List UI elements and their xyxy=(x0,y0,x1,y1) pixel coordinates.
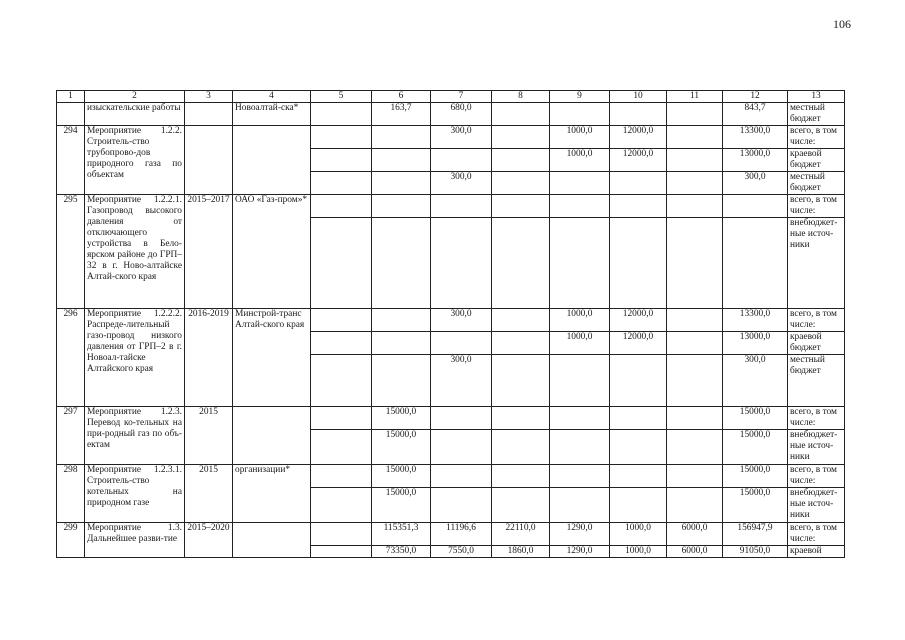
value-cell xyxy=(610,488,667,523)
activity-name: Мероприятие 1.2.2.1. Газопровод высокого давления от отключающего устройства в Бело-ярском районе до ГРП–32 в г. Ново-алтайске Алтай-ского края xyxy=(85,195,185,309)
funding-source: краевой бюджет xyxy=(788,149,845,172)
total-cell: 300,0 xyxy=(723,355,788,407)
column-header: 8 xyxy=(492,91,550,103)
funding-source: внебюджет-ные источ-ники xyxy=(788,430,845,465)
value-cell xyxy=(667,465,723,488)
years-cell: 2015 xyxy=(185,465,233,523)
value-cell xyxy=(492,172,550,195)
executor-cell: ОАО «Газ-пром»* xyxy=(233,195,311,309)
value-cell: 300,0 xyxy=(431,126,492,149)
row-number: 295 xyxy=(57,195,85,309)
table-row xyxy=(57,309,845,332)
activity-name: Мероприятие 1.3. Дальнейшее разви-тие xyxy=(85,523,185,558)
value-cell: 1000,0 xyxy=(610,546,667,558)
value-cell xyxy=(550,465,610,488)
column-header: 12 xyxy=(723,91,788,103)
value-cell xyxy=(667,172,723,195)
value-cell xyxy=(667,126,723,149)
table-row xyxy=(57,465,845,488)
value-cell xyxy=(492,103,550,126)
value-cell xyxy=(372,126,431,149)
value-cell xyxy=(311,546,372,558)
value-cell xyxy=(431,149,492,172)
value-cell: 15000,0 xyxy=(372,488,431,523)
value-cell: 680,0 xyxy=(431,103,492,126)
value-cell xyxy=(492,488,550,523)
total-cell: 300,0 xyxy=(723,172,788,195)
table-row xyxy=(57,407,845,430)
value-cell: 300,0 xyxy=(431,172,492,195)
value-cell xyxy=(492,218,550,309)
years-cell: 2015 xyxy=(185,407,233,465)
value-cell: 7550,0 xyxy=(431,546,492,558)
total-cell: 15000,0 xyxy=(723,488,788,523)
value-cell xyxy=(431,407,492,430)
funding-source: всего, в том числе: xyxy=(788,465,845,488)
value-cell: 1000,0 xyxy=(550,332,610,355)
value-cell xyxy=(492,332,550,355)
column-header: 5 xyxy=(311,91,372,103)
total-cell: 15000,0 xyxy=(723,430,788,465)
value-cell xyxy=(667,488,723,523)
value-cell: 22110,0 xyxy=(492,523,550,546)
value-cell: 15000,0 xyxy=(372,407,431,430)
value-cell xyxy=(550,195,610,218)
total-cell: 13300,0 xyxy=(723,126,788,149)
total-cell: 13000,0 xyxy=(723,149,788,172)
value-cell xyxy=(311,126,372,149)
value-cell xyxy=(667,407,723,430)
value-cell xyxy=(550,488,610,523)
value-cell: 1000,0 xyxy=(550,149,610,172)
value-cell: 15000,0 xyxy=(372,430,431,465)
value-cell xyxy=(610,465,667,488)
value-cell xyxy=(550,103,610,126)
column-header: 11 xyxy=(667,91,723,103)
value-cell xyxy=(550,430,610,465)
value-cell xyxy=(492,430,550,465)
value-cell xyxy=(667,149,723,172)
value-cell xyxy=(667,332,723,355)
value-cell: 12000,0 xyxy=(610,149,667,172)
value-cell xyxy=(311,332,372,355)
executor-cell: Минстрой-транс Алтай-ского края xyxy=(233,309,311,407)
total-cell xyxy=(723,218,788,309)
value-cell xyxy=(550,172,610,195)
row-number: 298 xyxy=(57,465,85,523)
value-cell xyxy=(311,172,372,195)
value-cell xyxy=(492,126,550,149)
value-cell xyxy=(311,523,372,546)
value-cell xyxy=(610,407,667,430)
value-cell xyxy=(610,195,667,218)
table-row xyxy=(57,195,845,218)
table-row xyxy=(57,103,845,126)
value-cell xyxy=(667,309,723,332)
column-header: 10 xyxy=(610,91,667,103)
value-cell: 115351,3 xyxy=(372,523,431,546)
value-cell xyxy=(311,149,372,172)
value-cell: 12000,0 xyxy=(610,126,667,149)
column-header: 4 xyxy=(233,91,311,103)
value-cell: 1290,0 xyxy=(550,546,610,558)
value-cell: 6000,0 xyxy=(667,546,723,558)
value-cell xyxy=(311,309,372,332)
funding-source: местный бюджет xyxy=(788,103,845,126)
value-cell xyxy=(492,407,550,430)
value-cell: 1000,0 xyxy=(550,309,610,332)
activity-name: Мероприятие 1.2.3.1. Строитель-ство котельных на природном газе xyxy=(85,465,185,523)
total-cell: 843,7 xyxy=(723,103,788,126)
table-row xyxy=(57,126,845,149)
value-cell xyxy=(492,309,550,332)
column-header: 6 xyxy=(372,91,431,103)
value-cell: 1000,0 xyxy=(610,523,667,546)
value-cell: 300,0 xyxy=(431,309,492,332)
value-cell xyxy=(610,172,667,195)
value-cell xyxy=(311,430,372,465)
value-cell xyxy=(550,218,610,309)
row-number: 294 xyxy=(57,126,85,195)
years-cell xyxy=(185,126,233,195)
funding-source: всего, в том числе: xyxy=(788,195,845,218)
activity-name: Мероприятие 1.2.3. Перевод ко-тельных на при-родный газ по объ-ектам xyxy=(85,407,185,465)
value-cell xyxy=(372,332,431,355)
value-cell xyxy=(667,195,723,218)
total-cell xyxy=(723,195,788,218)
executor-cell xyxy=(233,126,311,195)
value-cell xyxy=(667,355,723,407)
value-cell: 15000,0 xyxy=(372,465,431,488)
funding-source: местный бюджет xyxy=(788,355,845,407)
value-cell xyxy=(431,332,492,355)
value-cell xyxy=(311,488,372,523)
value-cell xyxy=(372,195,431,218)
table-header-row xyxy=(57,91,845,103)
executor-cell: Новоалтай-ска* xyxy=(233,103,311,126)
column-header: 13 xyxy=(788,91,845,103)
value-cell xyxy=(372,355,431,407)
value-cell: 1290,0 xyxy=(550,523,610,546)
total-cell: 15000,0 xyxy=(723,407,788,430)
value-cell xyxy=(431,195,492,218)
value-cell: 11196,6 xyxy=(431,523,492,546)
years-cell: 2016-2019 xyxy=(185,309,233,407)
funding-source: всего, в том числе: xyxy=(788,126,845,149)
value-cell xyxy=(311,355,372,407)
total-cell: 13300,0 xyxy=(723,309,788,332)
value-cell xyxy=(311,407,372,430)
funding-source: краевой бюджет xyxy=(788,332,845,355)
row-number: 296 xyxy=(57,309,85,407)
value-cell xyxy=(372,218,431,309)
value-cell: 163,7 xyxy=(372,103,431,126)
value-cell xyxy=(667,103,723,126)
years-cell xyxy=(185,103,233,126)
value-cell xyxy=(311,465,372,488)
value-cell: 6000,0 xyxy=(667,523,723,546)
total-cell: 13000,0 xyxy=(723,332,788,355)
row-number: 299 xyxy=(57,523,85,558)
value-cell xyxy=(610,355,667,407)
funding-source: местный бюджет xyxy=(788,172,845,195)
value-cell xyxy=(610,103,667,126)
years-cell: 2015–2017 xyxy=(185,195,233,309)
column-header: 9 xyxy=(550,91,610,103)
value-cell xyxy=(311,218,372,309)
value-cell xyxy=(372,309,431,332)
budget-table xyxy=(56,90,845,558)
table-row xyxy=(57,523,845,546)
row-number: 297 xyxy=(57,407,85,465)
value-cell xyxy=(311,103,372,126)
executor-cell xyxy=(233,407,311,465)
column-header: 2 xyxy=(85,91,185,103)
value-cell xyxy=(311,195,372,218)
column-header: 7 xyxy=(431,91,492,103)
value-cell xyxy=(492,355,550,407)
value-cell xyxy=(492,465,550,488)
row-number xyxy=(57,103,85,126)
value-cell: 12000,0 xyxy=(610,309,667,332)
value-cell xyxy=(372,149,431,172)
value-cell xyxy=(550,407,610,430)
funding-source: всего, в том числе: xyxy=(788,523,845,546)
value-cell: 12000,0 xyxy=(610,332,667,355)
value-cell xyxy=(372,172,431,195)
value-cell xyxy=(431,430,492,465)
funding-source: внебюджет-ные источ-ники xyxy=(788,488,845,523)
value-cell xyxy=(431,488,492,523)
value-cell xyxy=(492,149,550,172)
funding-source: всего, в том числе: xyxy=(788,309,845,332)
total-cell: 15000,0 xyxy=(723,465,788,488)
page-number: 106 xyxy=(833,17,851,31)
activity-name: Мероприятие 1.2.2.2. Распреде-лительный газо-провод низкого давления от ГРП–2 в г. Новоал-тайске Алтайского края xyxy=(85,309,185,407)
executor-cell xyxy=(233,523,311,558)
value-cell xyxy=(431,218,492,309)
value-cell xyxy=(492,195,550,218)
value-cell xyxy=(667,218,723,309)
column-header: 1 xyxy=(57,91,85,103)
activity-name: изыскательские работы xyxy=(85,103,185,126)
funding-source: краевой xyxy=(788,546,845,558)
value-cell xyxy=(610,218,667,309)
value-cell: 73350,0 xyxy=(372,546,431,558)
value-cell xyxy=(667,430,723,465)
value-cell: 1000,0 xyxy=(550,126,610,149)
value-cell: 1860,0 xyxy=(492,546,550,558)
executor-cell: организации* xyxy=(233,465,311,523)
total-cell: 91050,0 xyxy=(723,546,788,558)
value-cell xyxy=(610,430,667,465)
value-cell xyxy=(550,355,610,407)
activity-name: Мероприятие 1.2.2. Строитель-ство трубопрово-дов природного газа по объектам xyxy=(85,126,185,195)
value-cell: 300,0 xyxy=(431,355,492,407)
total-cell: 156947,9 xyxy=(723,523,788,546)
column-header: 3 xyxy=(185,91,233,103)
funding-source: внебюджет-ные источ-ники xyxy=(788,218,845,309)
funding-source: всего, в том числе: xyxy=(788,407,845,430)
years-cell: 2015–2020 xyxy=(185,523,233,558)
value-cell xyxy=(431,465,492,488)
